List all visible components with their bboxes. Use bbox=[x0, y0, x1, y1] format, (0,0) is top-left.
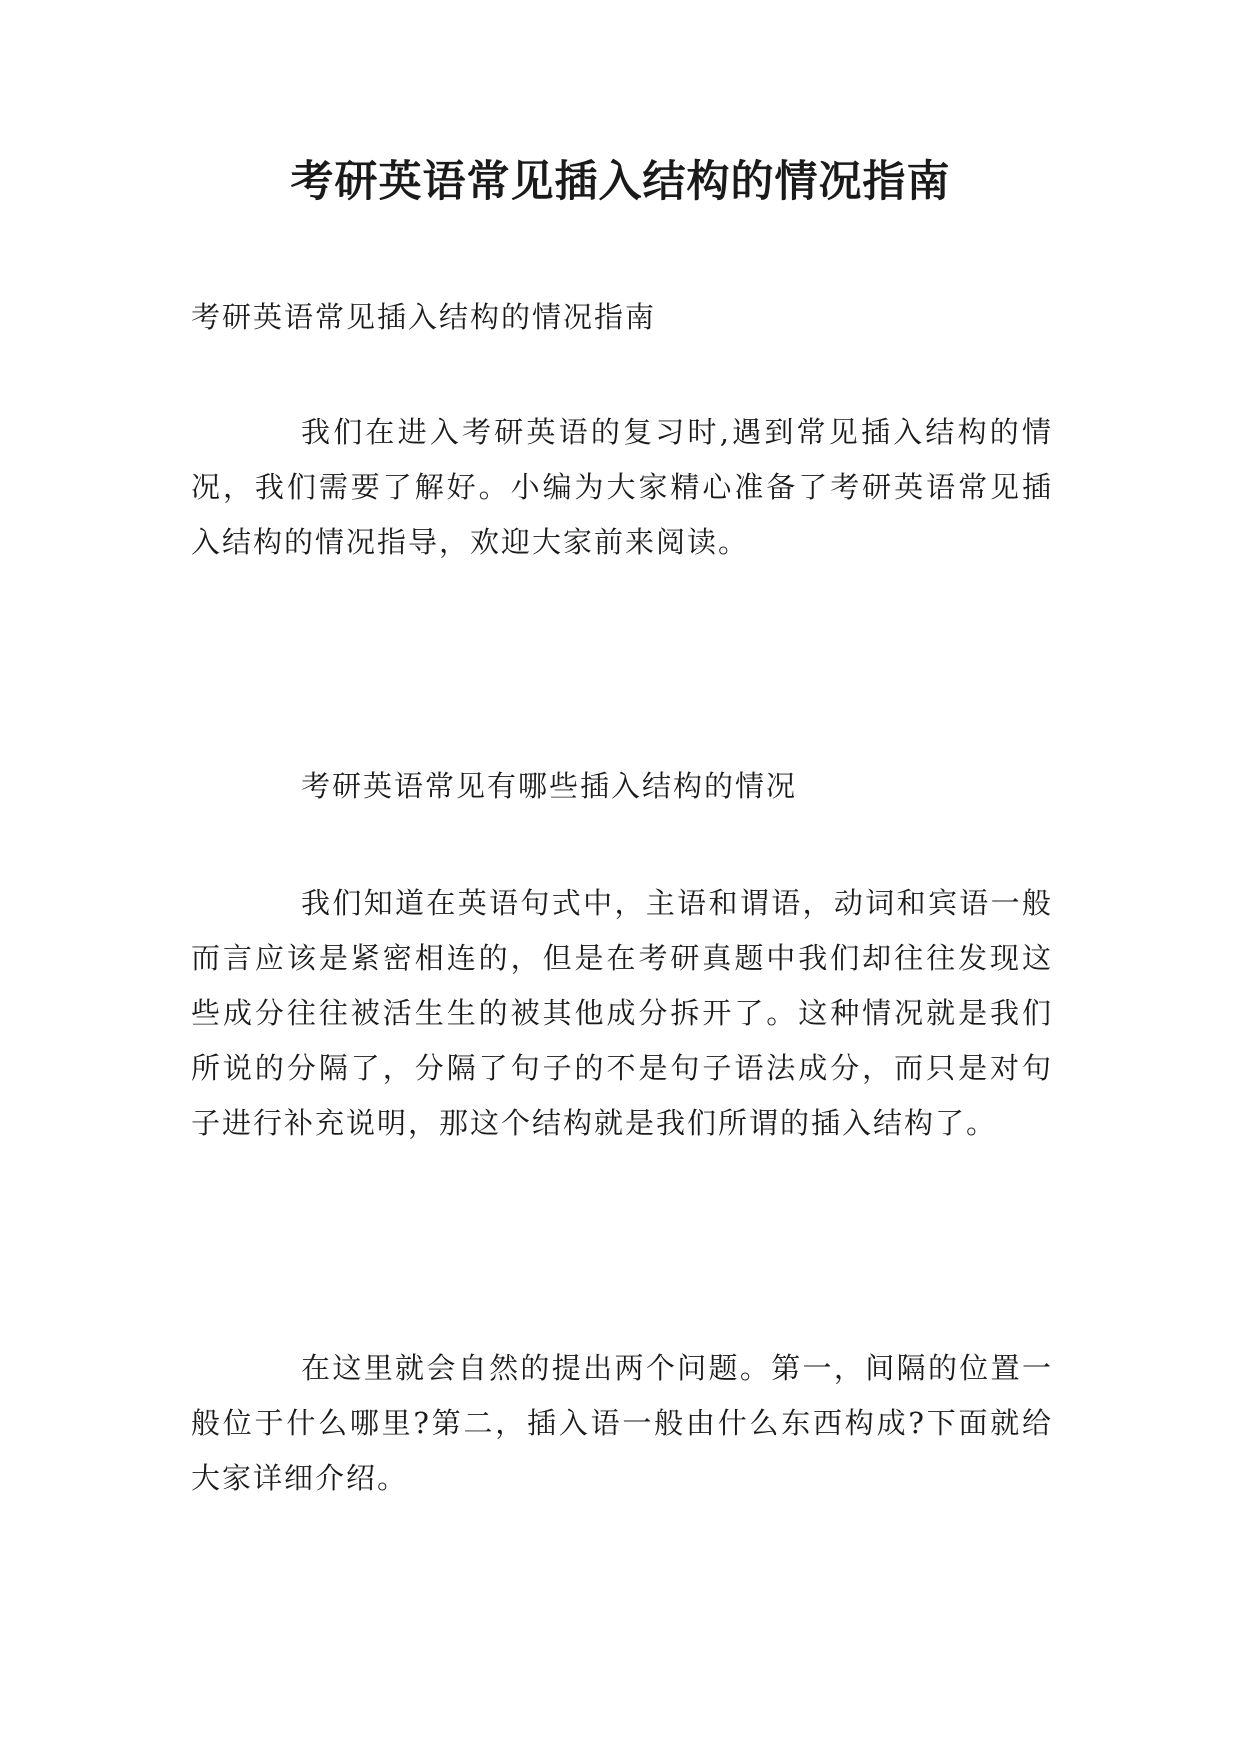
document-title: 考研英语常见插入结构的情况指南 bbox=[290, 157, 951, 207]
body-paragraph: 在这里就会自然的提出两个问题。第一，间隔的位置一般位于什么哪里?第二，插入语一般由什么东西构成?下面就给大家详细介绍。 bbox=[191, 1351, 1053, 1495]
body-paragraph: 我们知道在英语句式中，主语和谓语，动词和宾语一般而言应该是紧密相连的，但是在考研真题中我们却往往发现这些成分往往被活生生的被其他成分拆开了。这种情况就是我们所说的分隔了，分隔了句子的不是句子语法成分，而只是对句子进行补充说明，那这个结构就是我们所谓的插入结构了。 bbox=[191, 886, 1053, 1140]
document-subtitle: 考研英语常见插入结构的情况指南 bbox=[191, 300, 657, 334]
intro-paragraph: 我们在进入考研英语的复习时,遇到常见插入结构的情况，我们需要了解好。小编为大家精心准备了考研英语常见插入结构的情况指导，欢迎大家前来阅读。 bbox=[191, 415, 1053, 559]
section-heading: 考研英语常见有哪些插入结构的情况 bbox=[301, 769, 798, 803]
